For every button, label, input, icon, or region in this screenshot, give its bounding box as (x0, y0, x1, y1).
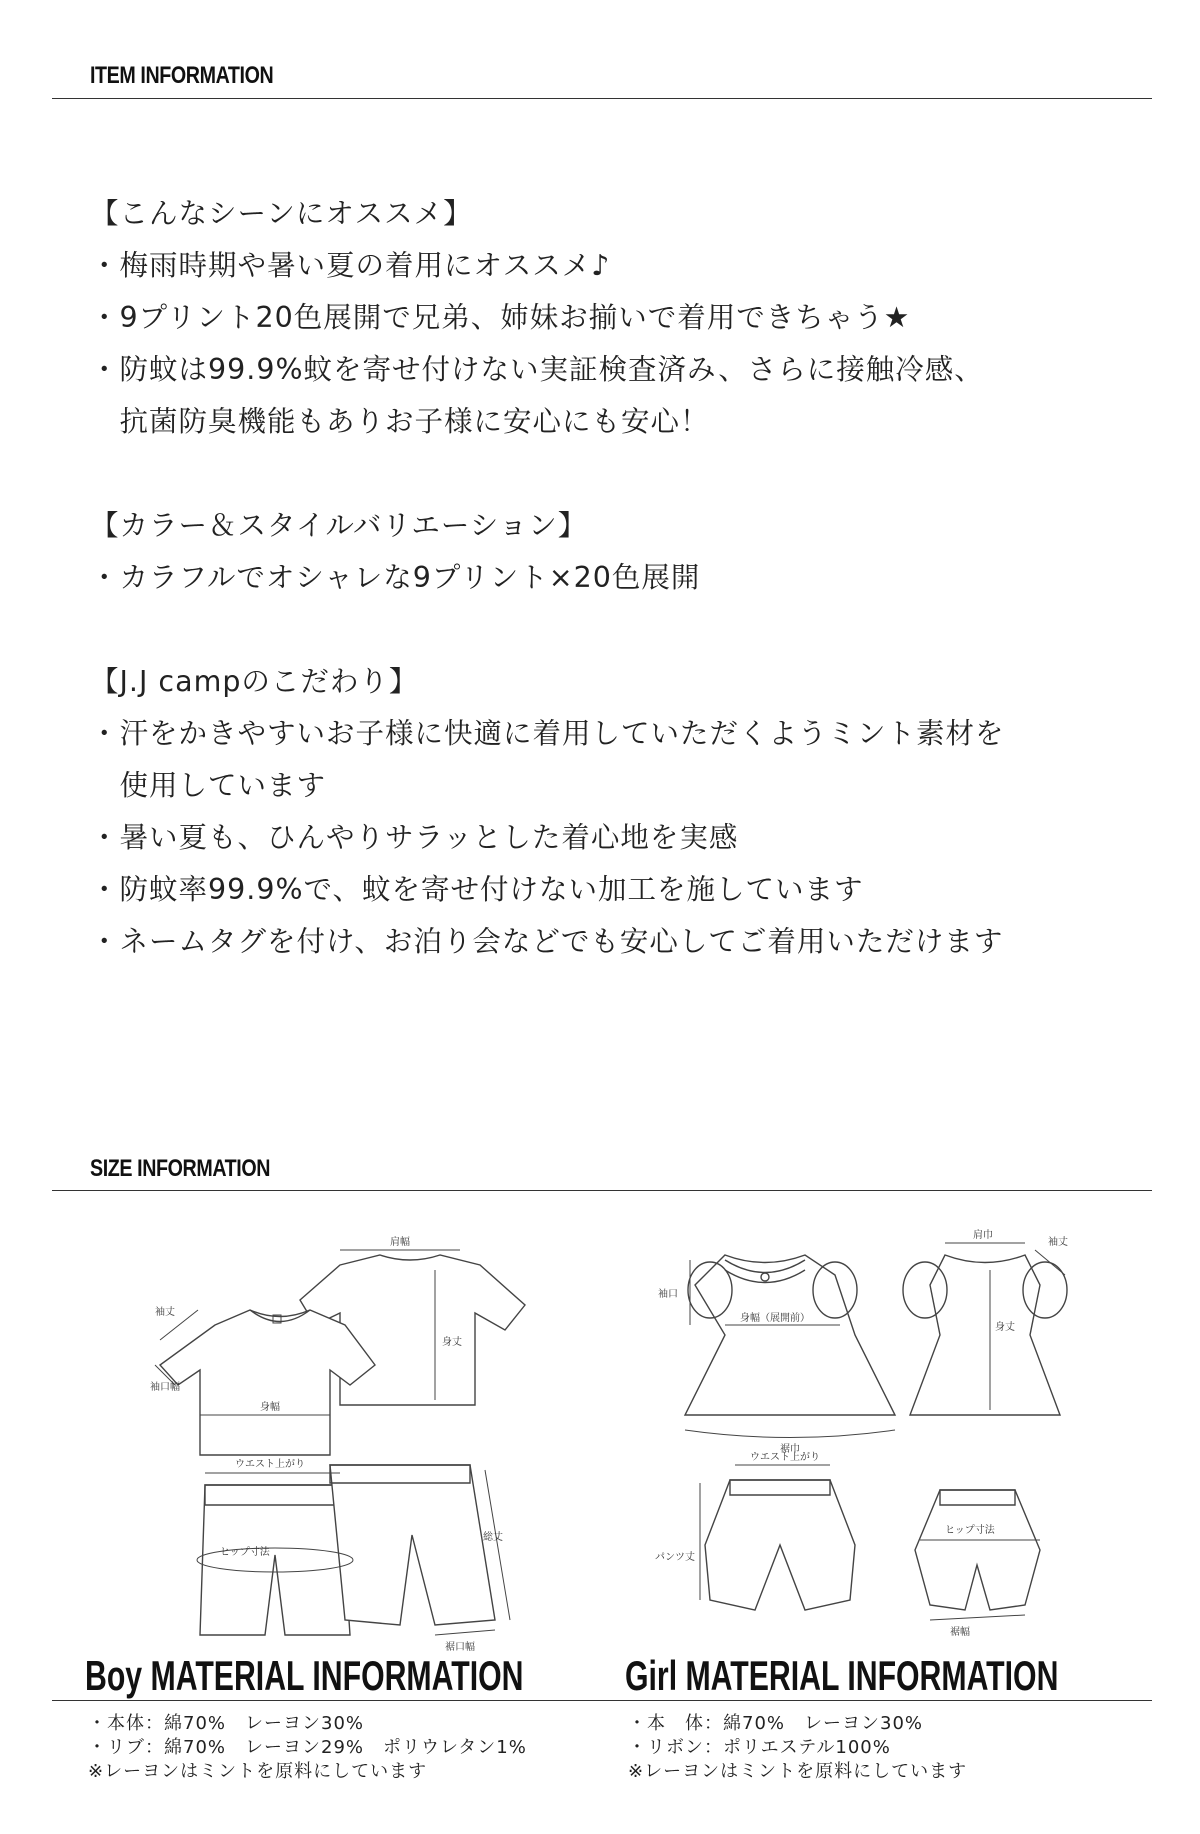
bullet-cool: ・暑い夏も、ひんやりサラッとした着心地を実感 (90, 821, 739, 854)
boy-material-title: Boy MATERIAL INFORMATION (85, 1652, 524, 1699)
boy-material-line: ・リブ：綿70% レーヨン29% ポリウレタン1% (88, 1737, 527, 1758)
bullet-mosquito-cont: 抗菌防臭機能もありお子様に安心にも安心！ (90, 405, 710, 438)
boy-material-line: ※レーヨンはミントを原料にしています (88, 1761, 428, 1782)
size-information-title: SIZE INFORMATION (90, 1155, 271, 1182)
bullet-prints: ・9プリント20色展開で兄弟、姉妹お揃いで着用できちゃう★ (90, 301, 911, 334)
girl-material-line: ※レーヨンはミントを原料にしています (628, 1761, 968, 1782)
spacer (90, 448, 1140, 500)
girl-label-shoulder: 肩巾 (973, 1230, 993, 1241)
girl-label-body-length: 身丈 (995, 1322, 1015, 1333)
girl-bloomers-back (915, 1490, 1040, 1610)
boy-shirt-front (160, 1310, 375, 1455)
boy-label-total-length: 総丈 (483, 1532, 503, 1543)
boy-label-shoulder: 肩幅 (390, 1237, 410, 1248)
item-information-title: ITEM INFORMATION (90, 62, 274, 89)
bullet-repellent: ・防蚊率99.9%で、蚊を寄せ付けない加工を施しています (90, 873, 864, 906)
bullet-mint: ・汗をかきやすいお子様に快適に着用していただくようミント素材を (90, 717, 1005, 750)
material-divider (52, 1700, 1152, 1701)
boy-pants-back (330, 1465, 495, 1625)
bullet-mint-cont: 使用しています (90, 769, 327, 802)
spacer (90, 604, 1140, 656)
girl-label-hip: ヒップ寸法 (945, 1525, 995, 1536)
girl-label-hem: 裾幅 (950, 1627, 970, 1638)
girl-blouse-front (685, 1255, 895, 1415)
boy-label-body-length: 身丈 (442, 1337, 462, 1348)
girl-label-hem-width: 裾巾 (780, 1444, 800, 1455)
boy-label-sleeve: 袖丈 (155, 1307, 175, 1318)
boy-label-sleeve-opening: 袖口幅 (150, 1382, 180, 1393)
boy-label-hip: ヒップ寸法 (220, 1547, 270, 1558)
boy-size-diagram (150, 1215, 550, 1655)
boy-label-body-width: 身幅 (260, 1402, 280, 1413)
girl-material-line: ・リボン：ポリエステル100% (628, 1737, 891, 1758)
girl-label-body-width: 身幅（展開前） (740, 1313, 810, 1324)
bullet-mosquito: ・防蚊は99.9%蚊を寄せ付けない実証検査済み、さらに接触冷感、 (90, 353, 984, 386)
bullet-colorful: ・カラフルでオシャレな9プリント×20色展開 (90, 561, 701, 594)
item-information-divider (52, 98, 1152, 99)
boy-material-line: ・本体：綿70% レーヨン30% (88, 1713, 365, 1734)
size-information-divider (52, 1190, 1152, 1191)
scene-heading: 【こんなシーンにオススメ】 (90, 197, 473, 230)
girl-label-sleeve: 袖丈 (1048, 1237, 1068, 1248)
boy-pants-front (200, 1485, 350, 1635)
girl-label-sleeve-opening: 袖口 (658, 1289, 678, 1300)
item-description (90, 188, 1140, 968)
girl-material-line: ・本 体：綿70% レーヨン30% (628, 1713, 924, 1734)
color-heading: 【カラー＆スタイルバリエーション】 (90, 509, 588, 542)
boy-material-list (88, 1712, 527, 1784)
jjcamp-heading: 【J.J campのこだわり】 (90, 665, 419, 698)
girl-blouse-back (910, 1255, 1060, 1415)
girl-bloomers-front (705, 1480, 855, 1610)
girl-material-title: Girl MATERIAL INFORMATION (625, 1652, 1059, 1699)
girl-size-diagram (655, 1215, 1075, 1655)
girl-label-pants-length: パンツ丈 (655, 1552, 695, 1563)
bullet-rainy-season: ・梅雨時期や暑い夏の着用にオススメ♪ (90, 249, 611, 282)
boy-label-waist: ウエスト上がり (235, 1459, 305, 1470)
girl-label-waist: ウエスト上がり (750, 1452, 820, 1463)
bullet-name-tag: ・ネームタグを付け、お泊り会などでも安心してご着用いただけます (90, 925, 1004, 958)
boy-label-hem: 裾口幅 (445, 1642, 475, 1653)
girl-material-list (628, 1712, 967, 1784)
